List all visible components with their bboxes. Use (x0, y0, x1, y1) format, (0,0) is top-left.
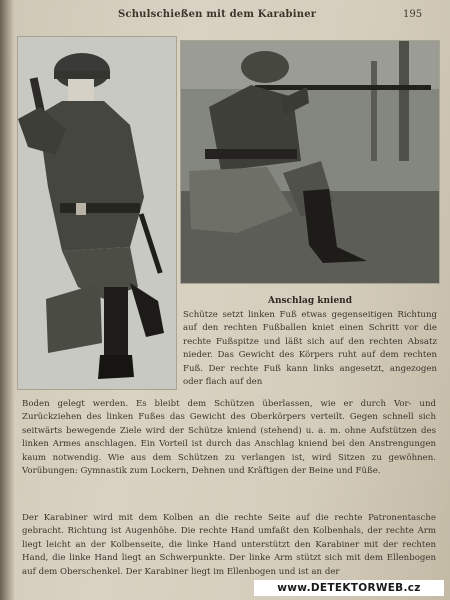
running-head: Schulschießen mit dem Karabiner (118, 9, 317, 20)
soldier-aiming-illustration (181, 41, 439, 283)
page-number: 195 (403, 9, 423, 20)
photo-kneeling-soldier-front (17, 36, 177, 390)
soldier-front-illustration (18, 37, 176, 389)
body-paragraph: Boden gelegt werden. Es bleibt dem Schützen überlassen, wie er durch Vor- und Zurückziehen des linken Fußes das Gewicht des Oberkörpers verteilt. Gegen schnell sich seitwärts bewegende Ziele wird der Schütze kniend (stehend) u. a. m. ohne Aufstützen des linken Armes anschlagen. Ein Vorteil ist durch das Anschlag kniend bei den Anstrengungen kaum notwendig. Wie aus dem Schützen zu verlangen ist, wird Sitzen zu gewöhnen. Vorübungen: Gymnastik zum Lockern, Dehnen und Kräftigen der Beine und Füße. (22, 399, 436, 477)
figure-caption: Anschlag kniend (267, 296, 353, 306)
watermark-label: www.DETEKTORWEB.cz (254, 580, 444, 596)
body-paragraph: Der Karabiner wird mit dem Kolben an die rechte Seite auf die rechte Patronentasche gebracht. Richtung ist Augenhöhe. Die rechte Hand umfaßt den Kolbenhals, der rechte Arm liegt leicht an der Kolbenseite, die linke Hand unterstützt den Karabiner mit der rechten Hand, die linke Hand liegt an Schwerpunkte. Der linke Arm stützt sich mit dem Ellenbogen auf dem Oberschenkel. Der Karabiner liegt im Ellenbogen und ist an der (22, 513, 436, 577)
photo-kneeling-soldier-aiming (180, 40, 440, 284)
body-paragraph: Schütze setzt linken Fuß etwas gegenseitigen Richtung auf den rechten Fußballen kniet einen Schritt vor die rechte Fußspitze und läßt sich auf den rechten Absatz nieder. Das Gewicht des Körpers ruht auf dem rechten Fuß. Der rechte Fuß kann links angesetzt, angezogen oder flach auf den (183, 310, 437, 388)
